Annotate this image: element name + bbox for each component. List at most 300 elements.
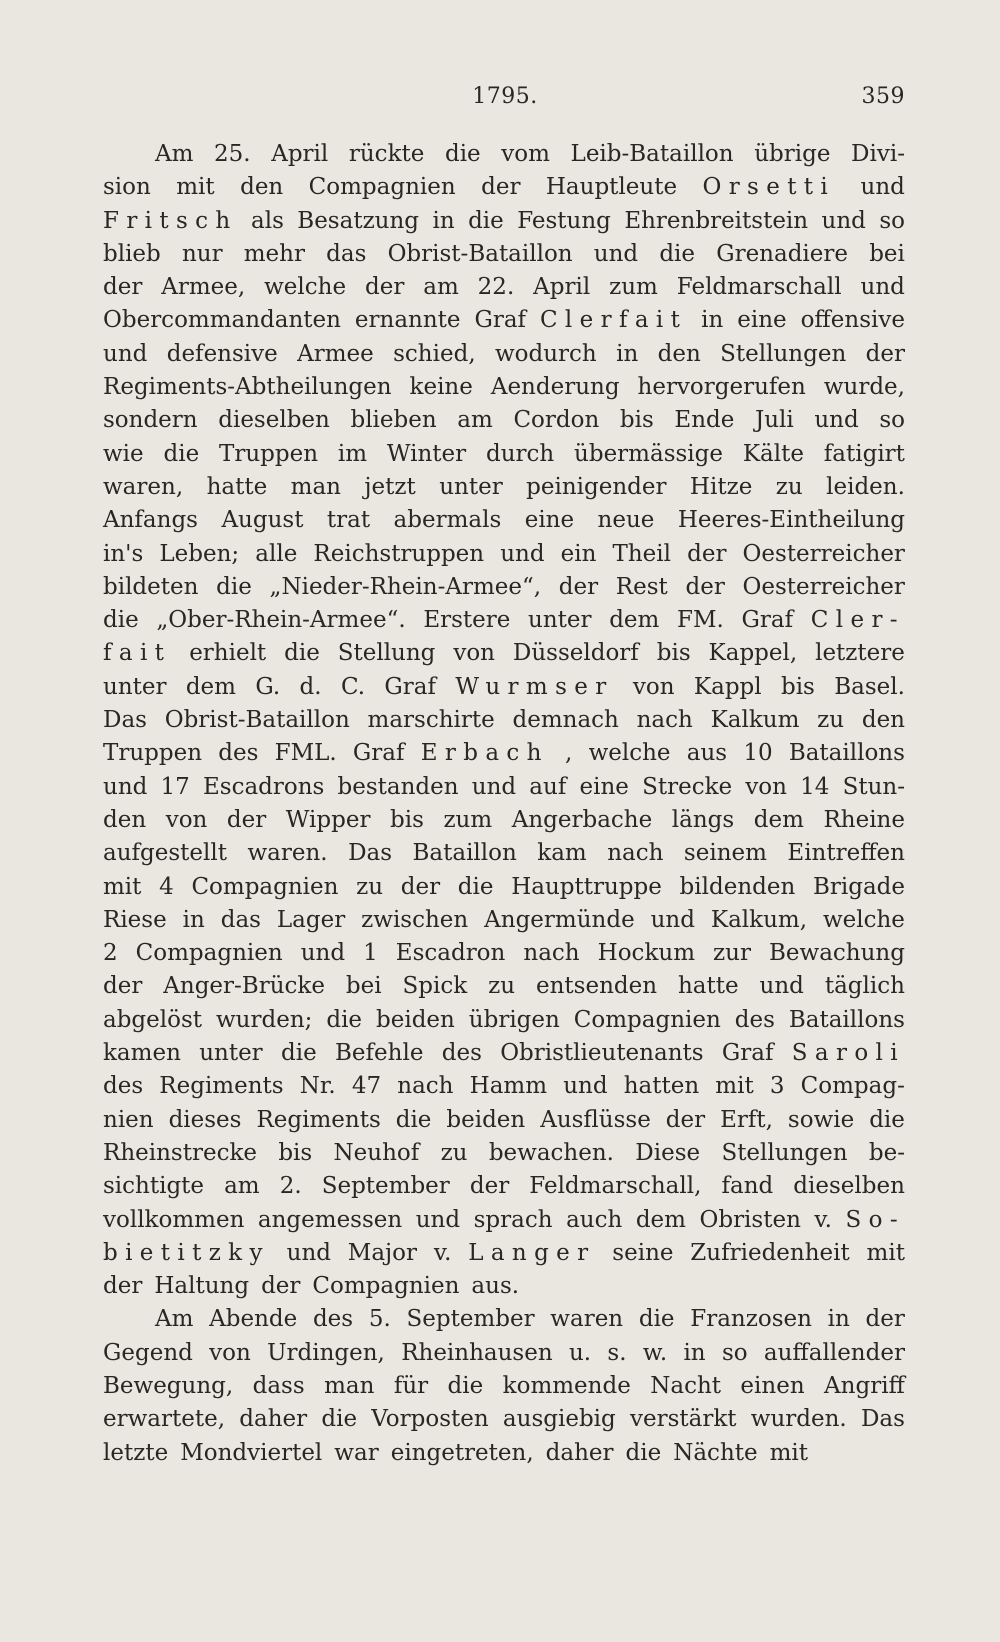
- word: abermals: [393, 507, 502, 534]
- word: in: [701, 307, 724, 334]
- word: die: [216, 573, 252, 600]
- word: jetzt: [364, 473, 416, 500]
- word: in's: [103, 540, 144, 567]
- word: die: [395, 1106, 432, 1133]
- word: Theil: [612, 540, 672, 567]
- spaced-name: Langer: [468, 1239, 596, 1266]
- word: sichtigte: [103, 1173, 205, 1200]
- word: und: [759, 973, 804, 1000]
- word: die: [659, 240, 696, 267]
- word: kam: [537, 840, 587, 867]
- word: blieb: [103, 240, 161, 267]
- word: die: [321, 1406, 358, 1433]
- word: Anger-Brücke: [163, 973, 325, 1000]
- word: Gegend: [103, 1339, 193, 1366]
- word: waren.: [247, 840, 328, 867]
- word: Feldmarschall: [676, 274, 842, 301]
- word: Am: [155, 1306, 194, 1333]
- word: Kappel,: [708, 640, 798, 667]
- word: Kalkum: [710, 707, 800, 734]
- text-line: [103, 604, 905, 637]
- text-line: [103, 1270, 905, 1303]
- word: Diese: [635, 1139, 701, 1166]
- word: und: [286, 1239, 331, 1266]
- word: 17: [160, 773, 190, 800]
- word: April: [533, 274, 591, 301]
- word: nach: [523, 940, 580, 967]
- word: mit: [769, 1439, 809, 1466]
- text-line: [103, 671, 905, 704]
- word: Graf: [721, 1040, 774, 1067]
- word: Strecke: [642, 773, 733, 800]
- word: defensive: [166, 340, 278, 367]
- word: sion: [103, 174, 151, 201]
- word: Anfangs: [103, 507, 198, 534]
- word: dieselben: [793, 1173, 905, 1200]
- word: am: [423, 274, 459, 301]
- word: als: [251, 207, 284, 234]
- text-line: [103, 637, 905, 670]
- text-line: [103, 571, 905, 604]
- word: eingetreten,: [390, 1439, 534, 1466]
- word: trat: [326, 507, 371, 534]
- word: wurde,: [823, 374, 905, 401]
- word: Bataillons: [788, 740, 905, 767]
- word: auffallender: [763, 1339, 905, 1366]
- word: Riese: [103, 906, 167, 933]
- word: aus: [686, 740, 728, 767]
- word: mit: [715, 1073, 754, 1100]
- word: und: [593, 240, 639, 267]
- word: war: [334, 1439, 379, 1466]
- text-line: [103, 1104, 905, 1137]
- text-line: [103, 304, 905, 337]
- word: u.: [568, 1339, 592, 1366]
- text-line: [103, 504, 905, 537]
- word: übrige: [754, 141, 831, 167]
- word: die: [444, 141, 481, 167]
- word: 25.: [214, 141, 251, 167]
- word: bis: [656, 640, 691, 667]
- word: daher: [545, 1439, 614, 1466]
- word: dass: [252, 1372, 305, 1399]
- word: von: [745, 773, 787, 800]
- word: Graf: [474, 307, 527, 334]
- word: bis: [390, 806, 424, 833]
- word: zur: [713, 940, 751, 967]
- word: s.: [607, 1339, 627, 1366]
- word: die: [468, 207, 504, 234]
- word: Winter: [386, 440, 467, 467]
- word: angemessen: [257, 1206, 403, 1233]
- word: und: [471, 773, 517, 800]
- word: 3: [769, 1073, 785, 1100]
- word: der: [558, 573, 599, 600]
- text-line: [103, 804, 905, 837]
- word: Regiments-Abtheilungen: [103, 374, 392, 401]
- word: letzte: [103, 1439, 169, 1466]
- text-line: [103, 1204, 905, 1237]
- word: August: [221, 507, 304, 534]
- word: im: [337, 440, 368, 467]
- word: aufgestellt: [103, 840, 227, 867]
- word: die: [103, 607, 139, 634]
- word: Leben;: [159, 540, 240, 567]
- word: der: [103, 1273, 143, 1300]
- word: Armee: [297, 340, 374, 367]
- word: zum: [443, 806, 493, 833]
- text-line: [103, 1370, 905, 1403]
- word: Wipper: [285, 806, 371, 833]
- word: Festung: [517, 207, 611, 234]
- word: Nr.: [299, 1073, 336, 1100]
- word: Kalkum,: [710, 906, 808, 933]
- text-line: [103, 704, 905, 737]
- word: des: [441, 1040, 482, 1067]
- word: Mondviertel: [180, 1439, 323, 1466]
- word: erhielt: [189, 640, 267, 667]
- word: Abende: [209, 1306, 298, 1333]
- word: zu: [440, 1139, 468, 1166]
- word: seinem: [683, 840, 767, 867]
- word: der: [226, 806, 267, 833]
- page-number: 359: [861, 84, 905, 109]
- word: unter: [199, 1040, 263, 1067]
- word: Obrist-Bataillon: [387, 240, 573, 267]
- word: die: [869, 1106, 905, 1133]
- word: abgelöst: [103, 1006, 203, 1033]
- word: Kälte: [742, 440, 804, 467]
- word: 2.: [279, 1173, 302, 1200]
- word: beiden: [446, 1106, 526, 1133]
- word: Aenderung: [490, 374, 620, 401]
- word: FM.: [677, 607, 724, 634]
- word: durch: [485, 440, 555, 467]
- word: nien: [103, 1106, 154, 1133]
- word: zum: [609, 274, 658, 301]
- word: so: [879, 207, 905, 234]
- word: Oesterreicher: [742, 540, 905, 567]
- word: von: [209, 1339, 251, 1366]
- word: aus.: [471, 1273, 520, 1300]
- word: Regiments: [159, 1073, 284, 1100]
- word: bis: [619, 407, 654, 434]
- text-line: [103, 970, 905, 1003]
- word: eine: [737, 307, 787, 334]
- word: Stellungen: [721, 1139, 848, 1166]
- word: auf: [529, 773, 567, 800]
- text-line: [103, 1170, 905, 1203]
- text-line: [103, 1403, 905, 1436]
- word: und: [103, 773, 148, 800]
- word: Escadrons: [202, 773, 325, 800]
- word: längs: [671, 806, 735, 833]
- word: Besatzung: [297, 207, 420, 234]
- word: sowie: [787, 1106, 855, 1133]
- word: der: [103, 973, 143, 1000]
- spaced-name: bietitzky: [103, 1239, 270, 1266]
- word: in: [683, 1339, 706, 1366]
- word: des: [312, 1306, 354, 1333]
- text-line: [103, 904, 905, 937]
- word: leiden.: [826, 473, 905, 500]
- word: übermässige: [574, 440, 723, 467]
- word: Rest: [615, 573, 668, 600]
- word: der: [261, 1273, 301, 1300]
- word: Stun-: [842, 773, 905, 800]
- word: der: [665, 1106, 706, 1133]
- word: Brigade: [812, 873, 905, 900]
- text-line: [103, 871, 905, 904]
- word: marschirte: [367, 707, 495, 734]
- word: einen: [740, 1372, 805, 1399]
- word: auch: [566, 1206, 623, 1233]
- word: Vorposten: [371, 1406, 489, 1433]
- word: Compag-: [800, 1073, 905, 1100]
- word: nach: [397, 1073, 454, 1100]
- word: bei: [345, 973, 382, 1000]
- word: wurden.: [750, 1406, 847, 1433]
- word: nur: [181, 240, 223, 267]
- word: den: [657, 340, 701, 367]
- spaced-name: Orsetti: [702, 174, 836, 201]
- word: ernannte: [354, 307, 461, 334]
- word: beiden: [376, 1006, 455, 1033]
- spaced-name: Fritsch: [103, 207, 238, 234]
- word: ausgiebig: [502, 1406, 616, 1433]
- word: Ausflüsse: [540, 1106, 651, 1133]
- word: dem: [609, 607, 660, 634]
- word: Haltung: [154, 1273, 250, 1300]
- word: Hitze: [689, 473, 753, 500]
- word: alle: [255, 540, 298, 567]
- word: September: [406, 1306, 535, 1333]
- word: daher: [239, 1406, 308, 1433]
- word: „Nieder-Rhein-Armee“,: [269, 573, 542, 600]
- word: Haupttruppe: [511, 873, 662, 900]
- word: Obristlieutenants: [500, 1040, 704, 1067]
- word: Stellung: [337, 640, 436, 667]
- spaced-name: fait: [103, 640, 172, 667]
- word: des: [103, 1073, 144, 1100]
- word: mit: [866, 1239, 905, 1266]
- word: welche: [264, 274, 347, 301]
- spaced-name: Saroli: [791, 1040, 905, 1067]
- word: v.: [814, 1206, 832, 1233]
- word: waren: [550, 1306, 624, 1333]
- text-line: [103, 1070, 905, 1103]
- word: Rheinhausen: [401, 1339, 553, 1366]
- word: Truppen: [219, 440, 319, 467]
- word: Eintreffen: [787, 840, 905, 867]
- word: und: [103, 340, 148, 367]
- word: Ehrenbreitstein: [624, 207, 809, 234]
- word: 5.: [368, 1306, 391, 1333]
- word: zu: [488, 973, 516, 1000]
- word: nach: [607, 840, 664, 867]
- word: des: [218, 740, 259, 767]
- word: und: [300, 940, 346, 967]
- text-line: [103, 404, 905, 437]
- word: zwischen: [361, 906, 469, 933]
- word: verstärkt: [629, 1406, 737, 1433]
- spaced-name: Cler-: [810, 607, 905, 634]
- word: man: [324, 1372, 375, 1399]
- running-head-year: 1795.: [472, 84, 538, 109]
- word: Divi-: [851, 141, 905, 167]
- word: und: [814, 407, 859, 434]
- word: Spick: [402, 973, 468, 1000]
- word: Lager: [276, 906, 346, 933]
- word: waren,: [103, 473, 184, 500]
- word: 2: [103, 940, 118, 967]
- word: das: [326, 240, 367, 267]
- word: Nacht: [650, 1372, 722, 1399]
- word: und: [500, 540, 545, 567]
- word: der: [687, 540, 727, 567]
- word: Graf: [384, 673, 436, 700]
- word: w.: [642, 1339, 668, 1366]
- word: die: [638, 1306, 675, 1333]
- word: bestanden: [337, 773, 459, 800]
- word: Ende: [674, 407, 735, 434]
- text-line: [103, 771, 905, 804]
- word: hatten: [623, 1073, 700, 1100]
- word: mit: [103, 873, 142, 900]
- word: und: [860, 174, 905, 201]
- word: unter: [528, 607, 592, 634]
- word: Bewegung,: [103, 1372, 234, 1399]
- word: Graf: [741, 607, 794, 634]
- word: sprach: [473, 1206, 553, 1233]
- word: bildeten: [103, 573, 199, 600]
- word: der: [400, 873, 441, 900]
- word: keine: [409, 374, 473, 401]
- word: Befehle: [335, 1040, 424, 1067]
- word: 22.: [477, 274, 515, 301]
- word: Escadron: [395, 940, 506, 967]
- text-line: [103, 238, 905, 271]
- word: Cordon: [513, 407, 600, 434]
- text-line: [103, 1337, 905, 1370]
- word: am: [224, 1173, 260, 1200]
- word: fatigirt: [823, 440, 905, 467]
- word: 1: [363, 940, 378, 967]
- text-line: [103, 1303, 905, 1336]
- text-line: [103, 1004, 905, 1037]
- text-line: [103, 205, 905, 238]
- word: fand: [721, 1173, 774, 1200]
- word: Obristen: [699, 1206, 801, 1233]
- word: Urdingen,: [267, 1339, 385, 1366]
- word: Major: [347, 1239, 418, 1266]
- word: Hauptleute: [545, 174, 678, 201]
- word: von: [453, 640, 495, 667]
- word: ein: [560, 540, 597, 567]
- word: demnach: [512, 707, 619, 734]
- spaced-name: Clerfait: [539, 307, 688, 334]
- word: Graf: [352, 740, 405, 767]
- word: in: [827, 1306, 850, 1333]
- word: Nächte: [673, 1439, 758, 1466]
- word: der: [103, 274, 143, 301]
- text-line: [103, 538, 905, 571]
- word: rückte: [348, 141, 425, 167]
- word: von: [165, 806, 208, 833]
- word: und: [650, 906, 695, 933]
- text-line: [103, 138, 905, 171]
- word: seine: [612, 1239, 674, 1266]
- word: Am: [155, 141, 194, 167]
- word: den: [103, 806, 147, 833]
- word: mit: [176, 174, 215, 201]
- word: letztere: [815, 640, 905, 667]
- word: Compagnien: [191, 873, 339, 900]
- word: Das: [103, 707, 147, 734]
- word: die: [457, 873, 494, 900]
- word: in: [182, 906, 205, 933]
- spaced-name: Erbach: [420, 740, 549, 767]
- word: das: [220, 906, 261, 933]
- word: Angerbache: [511, 806, 653, 833]
- word: September: [321, 1173, 450, 1200]
- text-line: [103, 1237, 905, 1270]
- word: 14: [800, 773, 830, 800]
- word: welche: [822, 906, 905, 933]
- word: Das: [348, 840, 393, 867]
- text-line: [103, 471, 905, 504]
- word: Rheinstrecke: [103, 1139, 257, 1166]
- word: 10: [743, 740, 773, 767]
- word: Armee,: [161, 274, 246, 301]
- text-line: [103, 1037, 905, 1070]
- word: wurden;: [215, 1006, 313, 1033]
- word: der: [364, 274, 405, 301]
- word: Franzosen: [690, 1306, 812, 1333]
- word: der: [469, 1173, 510, 1200]
- word: in: [616, 340, 639, 367]
- word: Hamm: [469, 1073, 548, 1100]
- text-line: [103, 271, 905, 304]
- word: hatte: [206, 473, 268, 500]
- word: die: [326, 1006, 363, 1033]
- word: den: [240, 174, 284, 201]
- word: Das: [860, 1406, 905, 1433]
- word: entsenden: [536, 973, 658, 1000]
- word: wie: [103, 440, 144, 467]
- word: Kappl: [693, 673, 762, 700]
- word: Oesterreicher: [742, 573, 905, 600]
- word: blieben: [350, 407, 437, 434]
- word: Juli: [754, 407, 794, 434]
- word: neue: [597, 507, 655, 534]
- word: bis: [278, 1139, 313, 1166]
- word: den: [861, 707, 905, 734]
- spaced-name: So-: [845, 1206, 905, 1233]
- word: Bataillons: [788, 1006, 905, 1033]
- text-line: [103, 371, 905, 404]
- word: v.: [433, 1239, 452, 1266]
- word: bis: [780, 673, 815, 700]
- word: und: [563, 1073, 608, 1100]
- word: zu: [356, 873, 384, 900]
- word: unter: [103, 673, 167, 700]
- word: dem: [635, 1206, 686, 1233]
- word: ,: [565, 740, 573, 767]
- word: die: [281, 1040, 317, 1067]
- word: Rheine: [823, 806, 905, 833]
- word: Compagnien: [312, 1273, 460, 1300]
